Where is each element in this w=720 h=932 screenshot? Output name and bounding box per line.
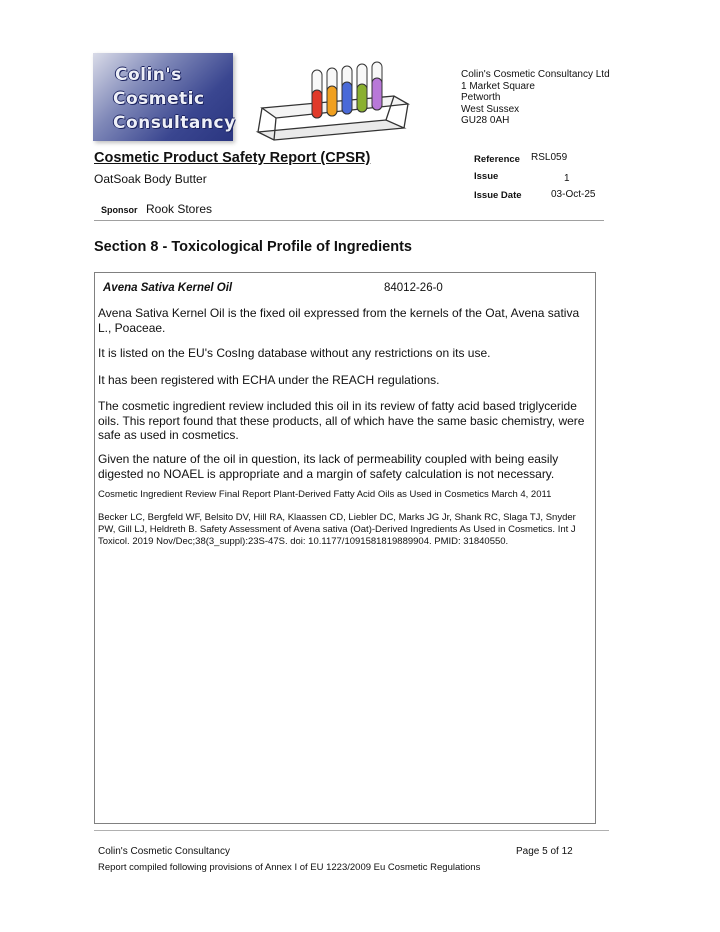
issue-date-value: 03-Oct-25 xyxy=(551,189,596,200)
issue-value: 1 xyxy=(564,173,570,184)
ingredient-paragraph: It has been registered with ECHA under the REACH regulations. xyxy=(98,373,440,387)
reference-citation: Cosmetic Ingredient Review Final Report Plant-Derived Fatty Acid Oils as Used in Cosmetics March 4, 2011 xyxy=(98,489,552,500)
ingredient-paragraph: The cosmetic ingredient review included this oil in its review of fatty acid based triglyceride oils. This report found that these products, all of which have the same basic chemistry, were safe as used in cosmetics. xyxy=(98,399,585,442)
address-line-2: 1 Market Square xyxy=(461,80,535,92)
company-logo xyxy=(93,53,236,141)
address-line-5: GU28 0AH xyxy=(461,115,510,126)
section-title: Section 8 - Toxicological Profile of Ingredients xyxy=(94,239,412,255)
test-tube-rack-image xyxy=(254,60,414,142)
logo-line-1: Colin's xyxy=(115,65,182,85)
reference-citation: Becker LC, Bergfeld WF, Belsito DV, Hill RA, Klaassen CD, Liebler DC, Marks JG Jr, Shank RC, Slaga TJ, Snyder PW, Gill LJ, Heldreth B. Safety Assessment of Avena sativa (Oat)-Derived Ingredients As Used in Cosmetics. Int J Toxicol. 2019 Nov/Dec;38(3_suppl):23S-47S. doi: 10.1177/1091581819889904. PMID: 31840550. xyxy=(98,512,576,547)
logo-line-2: Cosmetic xyxy=(113,89,205,109)
ingredient-paragraph: Given the nature of the oil in question, its lack of permeability coupled with being easily digested no NOAEL is appropriate and a margin of safety calculation is not necessary. xyxy=(98,452,559,481)
report-title: Cosmetic Product Safety Report (CPSR) xyxy=(94,150,371,166)
product-name: OatSoak Body Butter xyxy=(94,172,207,186)
reference-label: Reference xyxy=(474,154,520,165)
issue-date-label: Issue Date xyxy=(474,190,522,201)
address-line-3: Petworth xyxy=(461,92,501,103)
ingredient-name: Avena Sativa Kernel Oil xyxy=(103,282,233,294)
footer-divider xyxy=(94,830,609,831)
footer-note: Report compiled following provisions of Annex I of EU 1223/2009 Eu Cosmetic Regulations xyxy=(98,862,481,873)
footer-company: Colin's Cosmetic Consultancy xyxy=(98,846,230,857)
company-address xyxy=(461,69,610,127)
sponsor-value: Rook Stores xyxy=(146,202,213,216)
page-number: Page 5 of 12 xyxy=(516,846,573,857)
reference-value: RSL059 xyxy=(531,152,568,163)
header-divider xyxy=(94,220,604,221)
ingredient-paragraph: It is listed on the EU's CosIng database without any restrictions on its use. xyxy=(98,346,491,360)
sponsor-label: Sponsor xyxy=(101,205,138,215)
address-line-1: Colin's Cosmetic Consultancy Ltd xyxy=(461,69,610,80)
ingredient-cas-number: 84012-26-0 xyxy=(384,282,443,294)
logo-line-3: Consultancy xyxy=(113,113,236,133)
ingredient-paragraph: Avena Sativa Kernel Oil is the fixed oil expressed from the kernels of the Oat, Avena sativa L., Poaceae. xyxy=(98,306,580,335)
issue-label: Issue xyxy=(474,171,499,182)
address-line-4: West Sussex xyxy=(461,103,520,115)
